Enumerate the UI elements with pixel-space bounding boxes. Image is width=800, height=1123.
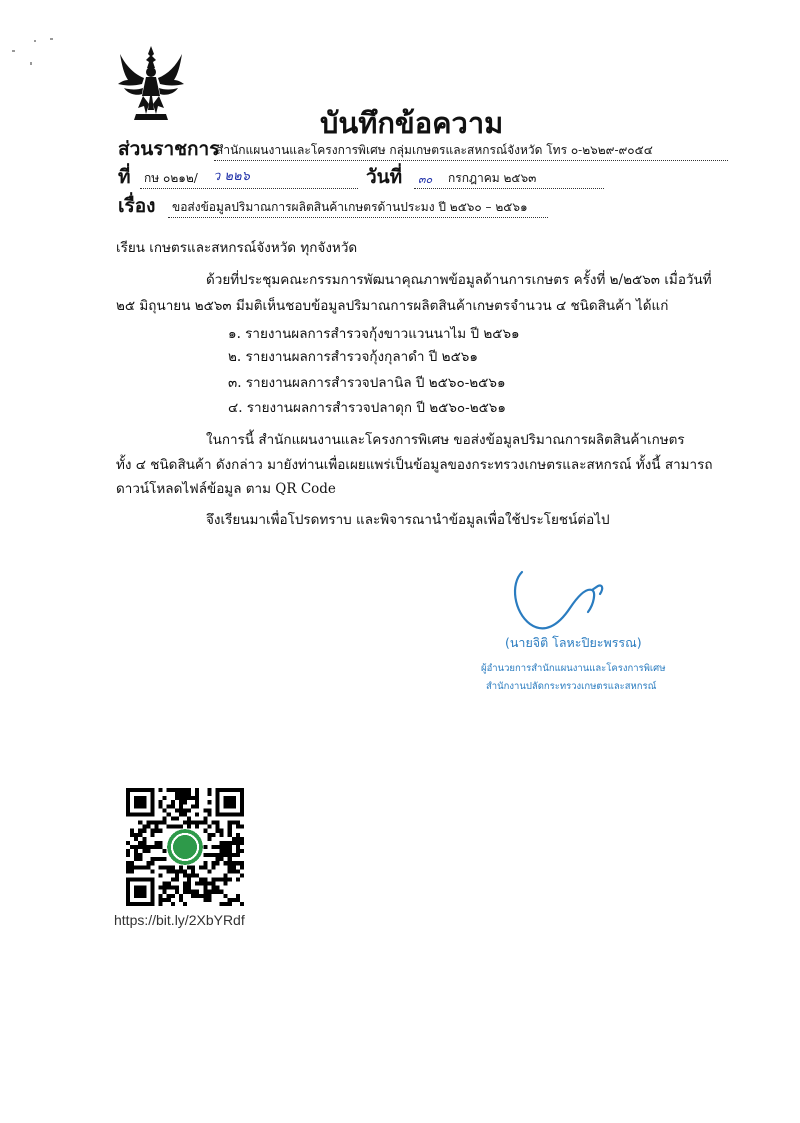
scan-speck	[50, 38, 53, 40]
handwritten-day: ๓๐	[418, 173, 433, 186]
list-item: ๓. รายงานผลการสำรวจปลานิล ปี ๒๕๖๐-๒๕๖๑	[228, 375, 506, 391]
subject-row	[118, 195, 728, 221]
scan-speck	[34, 40, 36, 42]
memo-title: บันทึกข้อความ	[320, 106, 504, 140]
office-value: สำนักแผนงานและโครงการพิเศษ กลุ่มเกษตรและสหกรณ์จังหวัด โทร ๐-๒๖๒๙-๙๐๕๔	[216, 143, 653, 157]
paragraph1-line2: ๒๕ มิถุนายน ๒๕๖๓ มีมติเห็นชอบข้อมูลปริมาณการผลิตสินค้าเกษตรจำนวน ๔ ชนิดสินค้า ได้แก่	[116, 298, 669, 314]
salutation: เรียน เกษตรและสหกรณ์จังหวัด ทุกจังหวัด	[116, 240, 358, 256]
scan-speck	[30, 62, 32, 65]
garuda-emblem-icon	[116, 44, 186, 122]
closing-line: จึงเรียนมาเพื่อโปรดทราบ และพิจารณานำข้อมูลเพื่อใช้ประโยชน์ต่อไป	[206, 512, 610, 528]
signer-position: ผู้อำนวยการสำนักแผนงานและโครงการพิเศษ	[481, 663, 666, 674]
signer-organization: สำนักงานปลัดกระทรวงเกษตรและสหกรณ์	[486, 681, 657, 692]
date-dotted-line	[414, 188, 604, 189]
subject-value: ขอส่งข้อมูลปริมาณการผลิตสินค้าเกษตรด้านประมง ปี ๒๕๖๐ – ๒๕๖๑	[172, 200, 528, 214]
office-label: ส่วนราชการ	[118, 138, 220, 160]
list-item: ๒. รายงานผลการสำรวจกุ้งกุลาดำ ปี ๒๕๖๑	[228, 349, 478, 365]
list-item: ๑. รายงานผลการสำรวจกุ้งขาวแวนนาไม ปี ๒๕๖๑	[228, 326, 520, 342]
scan-speck	[12, 50, 15, 52]
subject-dotted-line	[168, 217, 548, 218]
date-label: วันที่	[366, 166, 403, 188]
signer-name: (นายจิติ โลหะปิยะพรรณ)	[505, 635, 642, 650]
office-row	[118, 138, 728, 164]
number-value: กษ ๐๒๑๒/	[144, 171, 198, 185]
date-value: กรกฎาคม ๒๕๖๓	[448, 171, 537, 185]
office-dotted-line	[214, 160, 728, 161]
paragraph2-line1: ในการนี้ สำนักแผนงานและโครงการพิเศษ ขอส่งข้อมูลปริมาณการผลิตสินค้าเกษตร	[206, 432, 685, 448]
subject-label: เรื่อง	[118, 195, 156, 217]
paragraph1-line1: ด้วยที่ประชุมคณะกรรมการพัฒนาคุณภาพข้อมูลด้านการเกษตร ครั้งที่ ๒/๒๕๖๓ เมื่อวันที่	[206, 272, 712, 288]
list-item: ๔. รายงานผลการสำรวจปลาดุก ปี ๒๕๖๐-๒๕๖๑	[228, 400, 506, 416]
number-label: ที่	[118, 166, 131, 188]
paragraph2-line2: ทั้ง ๔ ชนิดสินค้า ดังกล่าว มายังท่านเพื่อเผยแพร่เป็นข้อมูลของกระทรวงเกษตรและสหกรณ์ ทั้งนี้ สามารถ	[116, 457, 713, 473]
number-dotted-line	[140, 188, 358, 189]
handwritten-number: ว ๒๒๖	[213, 169, 250, 184]
paragraph2-line3: ดาวน์โหลดไฟล์ข้อมูล ตาม QR Code	[116, 481, 336, 497]
qr-code[interactable]	[126, 788, 244, 906]
qr-url-link[interactable]: https://bit.ly/2XbYRdf	[114, 912, 245, 928]
